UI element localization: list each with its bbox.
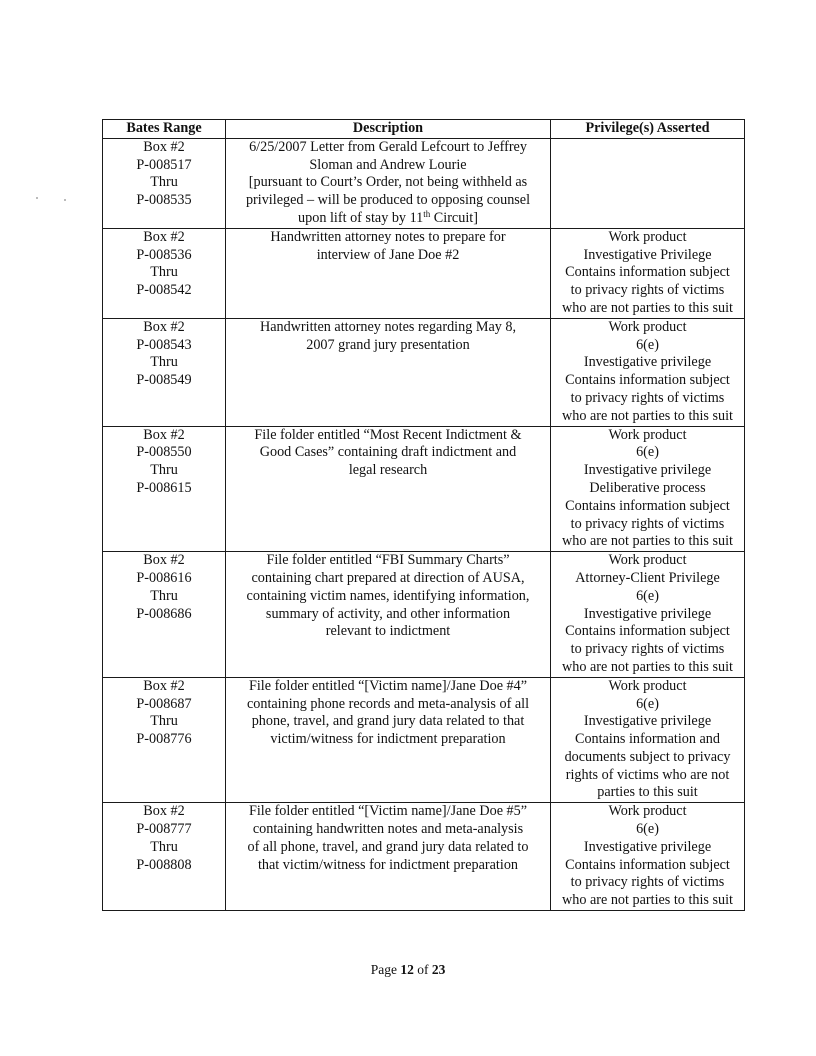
privilege-line: Contains information subject — [565, 497, 730, 514]
description-line — [228, 210, 548, 228]
bates-range-cell — [103, 138, 226, 228]
description-line: interview of Jane Doe #2 — [316, 246, 460, 263]
description-line: phone, travel, and grand jury data related to that — [251, 713, 525, 730]
description-cell — [226, 426, 551, 552]
table-row — [103, 318, 745, 426]
privilege-line: Investigative privilege — [583, 605, 712, 622]
table-body — [103, 138, 745, 910]
description-line: File folder entitled “Most Recent Indictment & — [254, 426, 522, 443]
privilege-log-table — [102, 119, 745, 911]
privilege-line: Attorney-Client Privilege — [575, 569, 720, 586]
description-line: Handwritten attorney notes to prepare for — [270, 228, 506, 245]
description-line: File folder entitled “[Victim name]/Jane Doe #4” — [248, 677, 528, 694]
privilege-line: 6(e) — [636, 444, 659, 461]
privilege-line: Contains information subject — [565, 264, 730, 281]
description-cell — [226, 803, 551, 911]
privilege-line: Deliberative process — [589, 479, 706, 496]
privilege-line: 6(e) — [636, 587, 659, 604]
page-footer — [0, 962, 816, 978]
bates-line: Thru — [150, 264, 178, 281]
privilege-asserted-cell — [551, 426, 745, 552]
bates-line: P-008687 — [136, 695, 192, 712]
bates-range-cell — [103, 228, 226, 318]
bates-line: P-008776 — [136, 731, 192, 748]
privilege-line: who are not parties to this suit — [561, 407, 733, 424]
header-description: Description — [226, 120, 551, 139]
description-line: of all phone, travel, and grand jury data related to — [247, 838, 529, 855]
footer-page-number: 12 — [400, 962, 414, 977]
scan-speck — [36, 197, 38, 199]
bates-line: P-008536 — [136, 246, 192, 263]
bates-line: Box #2 — [143, 228, 185, 245]
footer-prefix: Page — [370, 962, 401, 977]
bates-range-cell — [103, 677, 226, 803]
bates-line: Thru — [150, 354, 178, 371]
privilege-line: Contains information and — [574, 731, 720, 748]
description-line: privileged – will be produced to opposing counsel — [245, 192, 531, 209]
table-row — [103, 138, 745, 228]
description-line: containing phone records and meta-analysis of all — [246, 695, 530, 712]
privilege-line: to privacy rights of victims — [570, 515, 725, 532]
bates-line: Thru — [150, 713, 178, 730]
privilege-line: Contains information subject — [565, 372, 730, 389]
bates-line: Box #2 — [143, 677, 185, 694]
table-row — [103, 552, 745, 678]
privilege-line: 6(e) — [636, 336, 659, 353]
table-row — [103, 803, 745, 911]
bates-line: P-008777 — [136, 821, 192, 838]
bates-line: Thru — [150, 462, 178, 479]
header-privileges-asserted: Privilege(s) Asserted — [551, 120, 745, 139]
bates-range-cell — [103, 552, 226, 678]
privilege-line: 6(e) — [636, 821, 659, 838]
bates-line: P-008808 — [136, 856, 192, 873]
description-line: that victim/witness for indictment preparation — [257, 856, 519, 873]
description-cell — [226, 228, 551, 318]
privilege-line: Investigative privilege — [583, 713, 712, 730]
description-line: File folder entitled “FBI Summary Charts” — [266, 552, 510, 569]
privilege-line: to privacy rights of victims — [570, 389, 725, 406]
bates-line: P-008615 — [136, 479, 192, 496]
privilege-line: Work product — [608, 426, 687, 443]
bates-line: Box #2 — [143, 552, 185, 569]
bates-range-cell — [103, 426, 226, 552]
description-line: victim/witness for indictment preparation — [270, 731, 506, 748]
privilege-line: Contains information subject — [565, 856, 730, 873]
table-header-row — [103, 120, 745, 139]
description-line: relevant to indictment — [325, 623, 451, 640]
bates-line: P-008542 — [136, 282, 192, 299]
privilege-line: parties to this suit — [597, 784, 698, 801]
privilege-line: Investigative Privilege — [583, 246, 712, 263]
bates-line: P-008517 — [136, 156, 192, 173]
description-line: containing handwritten notes and meta-analysis — [252, 821, 524, 838]
bates-line: P-008616 — [136, 569, 192, 586]
privilege-line: who are not parties to this suit — [561, 533, 733, 550]
description-line: 2007 grand jury presentation — [306, 336, 470, 353]
description-line: 6/25/2007 Letter from Gerald Lefcourt to Jeffrey — [249, 138, 527, 155]
description-line: File folder entitled “[Victim name]/Jane Doe #5” — [248, 803, 528, 820]
bates-line: Thru — [150, 174, 178, 191]
table-row — [103, 426, 745, 552]
privilege-line: to privacy rights of victims — [570, 874, 725, 891]
ordinal-superscript: th — [423, 208, 431, 219]
privilege-line: to privacy rights of victims — [570, 641, 725, 658]
description-cell — [226, 138, 551, 228]
privilege-asserted-cell — [551, 677, 745, 803]
scan-speck — [64, 199, 66, 201]
privilege-asserted-cell — [551, 552, 745, 678]
privilege-line: rights of victims who are not — [565, 766, 730, 783]
bates-line: Thru — [150, 838, 178, 855]
description-line: summary of activity, and other information — [265, 605, 511, 622]
privilege-line: Work product — [608, 803, 687, 820]
bates-line: Box #2 — [143, 138, 185, 155]
description-cell — [226, 552, 551, 678]
description-cell — [226, 677, 551, 803]
privilege-line: Work product — [608, 552, 687, 569]
privilege-line: Work product — [608, 318, 687, 335]
table-row — [103, 228, 745, 318]
table-row — [103, 677, 745, 803]
header-bates-range: Bates Range — [103, 120, 226, 139]
privilege-line: 6(e) — [636, 695, 659, 712]
privilege-line: Investigative privilege — [583, 838, 712, 855]
privilege-line: Work product — [608, 677, 687, 694]
privilege-line: to privacy rights of victims — [570, 282, 725, 299]
description-line: Handwritten attorney notes regarding May 8, — [259, 318, 517, 335]
description-line: Good Cases” containing draft indictment and — [259, 444, 517, 461]
privilege-line: Work product — [608, 228, 687, 245]
footer-middle: of — [413, 962, 432, 977]
bates-line: P-008535 — [136, 192, 192, 209]
privilege-asserted-cell — [551, 138, 745, 228]
description-cell — [226, 318, 551, 426]
bates-line: P-008550 — [136, 444, 192, 461]
privilege-line: who are not parties to this suit — [561, 658, 733, 675]
description-line: legal research — [348, 462, 428, 479]
privilege-line: Investigative privilege — [583, 354, 712, 371]
bates-line: Box #2 — [143, 803, 185, 820]
description-text: upon lift of stay by 11 — [298, 209, 424, 226]
bates-line: P-008543 — [136, 336, 192, 353]
privilege-line: Investigative privilege — [583, 462, 712, 479]
privilege-asserted-cell — [551, 228, 745, 318]
bates-range-cell — [103, 803, 226, 911]
footer-page-total: 23 — [431, 962, 446, 977]
privilege-line: who are not parties to this suit — [561, 299, 733, 316]
privilege-asserted-cell — [551, 803, 745, 911]
bates-line: P-008686 — [136, 605, 192, 622]
privilege-line: who are not parties to this suit — [561, 892, 733, 909]
bates-line: P-008549 — [136, 372, 192, 389]
bates-range-cell — [103, 318, 226, 426]
privilege-line: Contains information subject — [565, 623, 730, 640]
privilege-asserted-cell — [551, 318, 745, 426]
description-line: containing chart prepared at direction of AUSA, — [251, 569, 525, 586]
bates-line: Box #2 — [143, 426, 185, 443]
description-text: Circuit] — [430, 209, 478, 226]
description-line: Sloman and Andrew Lourie — [309, 156, 467, 173]
privilege-line: documents subject to privacy — [564, 748, 731, 765]
bates-line: Box #2 — [143, 318, 185, 335]
bates-line: Thru — [150, 587, 178, 604]
description-line: containing victim names, identifying information, — [246, 587, 530, 604]
description-line: [pursuant to Court’s Order, not being withheld as — [248, 174, 528, 191]
